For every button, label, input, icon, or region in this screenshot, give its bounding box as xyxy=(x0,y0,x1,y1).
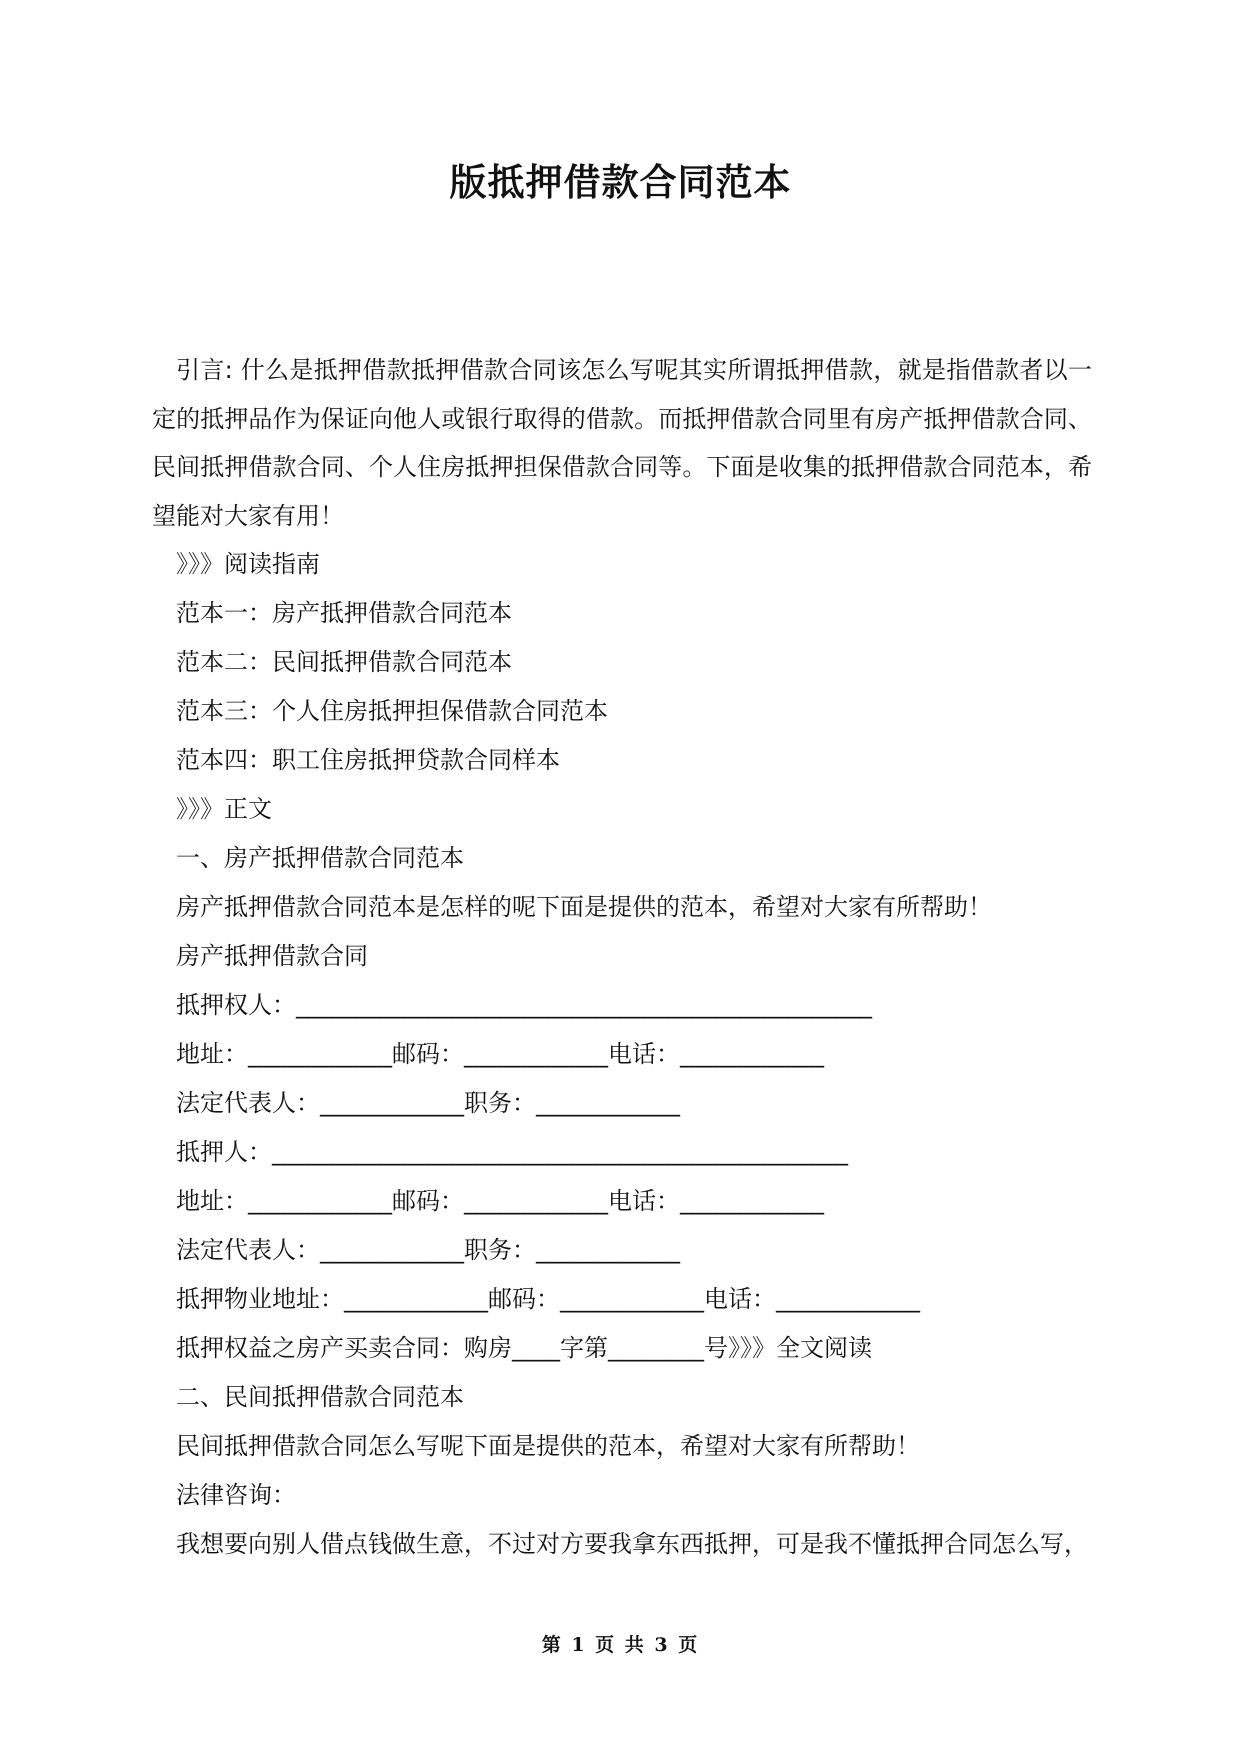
page-footer: 第 1 页 共 3 页 xyxy=(541,1634,700,1656)
property-address-field: 抵押物业地址：____________邮码：____________电话：____________ xyxy=(176,1285,920,1313)
toc-item-1: 范本一：房产抵押借款合同范本 xyxy=(176,599,512,627)
consultation-text: 我想要向别人借点钱做生意，不过对方要我拿东西抵押，可是我不懂抵押合同怎么写， xyxy=(176,1530,1088,1558)
mortgagor-address-field: 地址：____________邮码：____________电话：____________ xyxy=(176,1187,824,1215)
body-heading: 》》》正文 xyxy=(176,795,272,823)
toc-item-4: 范本四：职工住房抵押贷款合同样本 xyxy=(176,746,560,774)
mortgagee-field: 抵押权人：________________________________________________ xyxy=(176,991,872,1019)
mortgagee-address-field: 地址：____________邮码：____________电话：____________ xyxy=(176,1040,824,1068)
mortgagor-representative-field: 法定代表人：____________职务：____________ xyxy=(176,1236,680,1264)
toc-item-2: 范本二：民间抵押借款合同范本 xyxy=(176,648,512,676)
toc-heading: 》》》阅读指南 xyxy=(176,550,320,578)
intro-paragraph: 引言: 什么是抵押借款抵押借款合同该怎么写呢其实所谓抵押借款，就是指借款者以一定的抵押品作为保证向他人或银行取得的借款。而抵押借款合同里有房产抵押借款合同、民间抵押借款合同、个人住房抵押担保借款合同等。下面是收集的抵押借款合同范本，希望能对大家有用！ xyxy=(152,356,1092,530)
toc-item-3: 范本三：个人住房抵押担保借款合同范本 xyxy=(176,697,608,725)
mortgagee-representative-field: 法定代表人：____________职务：____________ xyxy=(176,1089,680,1117)
document-title: 版抵押借款合同范本 xyxy=(449,161,792,204)
body-lines xyxy=(176,540,1106,1569)
section-1-intro: 房产抵押借款合同范本是怎样的呢下面是提供的范本，希望对大家有所帮助！ xyxy=(176,893,992,921)
legal-consultation-label: 法律咨询： xyxy=(176,1481,296,1509)
section-2-heading: 二、民间抵押借款合同范本 xyxy=(176,1383,464,1411)
purchase-contract-field: 抵押权益之房产买卖合同：购房____字第________号》》》全文阅读 xyxy=(176,1334,872,1362)
section-1-heading: 一、房产抵押借款合同范本 xyxy=(176,844,464,872)
section-2-intro: 民间抵押借款合同怎么写呢下面是提供的范本，希望对大家有所帮助！ xyxy=(176,1432,920,1460)
mortgagor-field: 抵押人：________________________________________________ xyxy=(176,1138,848,1166)
contract-title: 房产抵押借款合同 xyxy=(176,942,368,970)
